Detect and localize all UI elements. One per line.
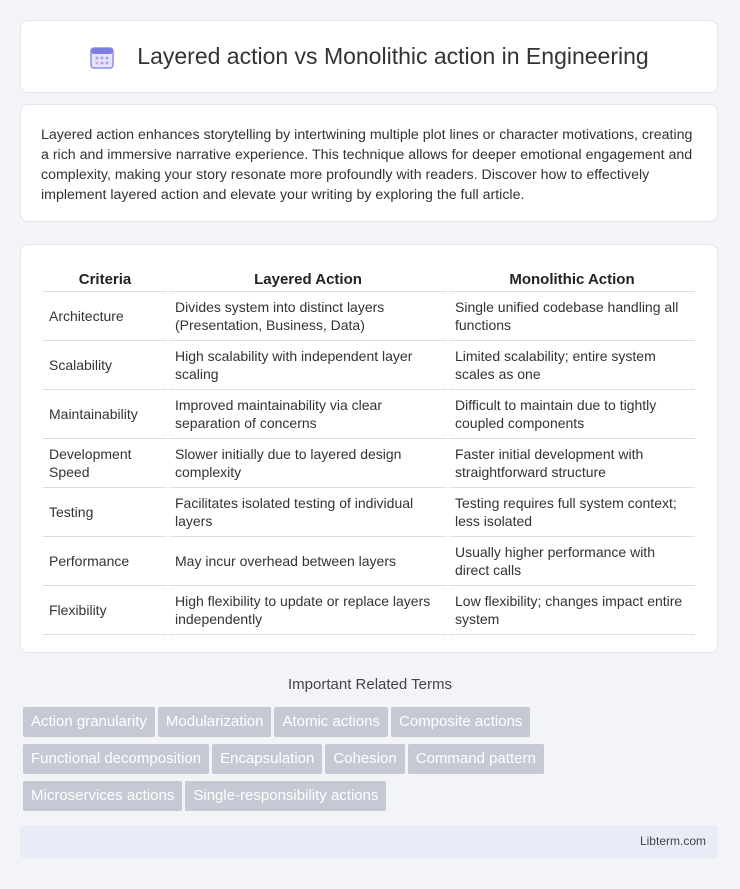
related-terms-heading: Important Related Terms xyxy=(288,676,452,693)
footer xyxy=(20,825,718,858)
table-cell-layered: High flexibility to update or replace layers independently xyxy=(169,586,447,635)
related-term-tag[interactable]: Cohesion xyxy=(325,744,404,774)
column-header-monolithic: Monolithic Action xyxy=(449,265,695,292)
comparison-table xyxy=(41,265,697,635)
related-term-tag[interactable]: Modularization xyxy=(158,707,272,737)
table-cell-monolithic: Limited scalability; entire system scales as one xyxy=(449,341,695,390)
table-cell-monolithic: Testing requires full system context; less isolated xyxy=(449,488,695,537)
table-cell-layered: Facilitates isolated testing of individual layers xyxy=(169,488,447,537)
table-row xyxy=(43,292,695,341)
table-cell-criteria: Architecture xyxy=(43,292,167,341)
intro-card xyxy=(20,104,718,222)
related-term-tag[interactable]: Composite actions xyxy=(391,707,530,737)
column-header-criteria: Criteria xyxy=(43,265,167,292)
page-title: Layered action vs Monolithic action in Engineering xyxy=(137,43,649,69)
title-card xyxy=(20,20,718,93)
table-row xyxy=(43,390,695,439)
related-term-tag[interactable]: Atomic actions xyxy=(274,707,388,737)
table-cell-layered: Divides system into distinct layers (Presentation, Business, Data) xyxy=(169,292,447,341)
table-cell-criteria: Flexibility xyxy=(43,586,167,635)
table-cell-criteria: Testing xyxy=(43,488,167,537)
table-row xyxy=(43,537,695,586)
table-cell-criteria: Scalability xyxy=(43,341,167,390)
related-term-tag[interactable]: Action granularity xyxy=(23,707,155,737)
related-term-tag[interactable]: Command pattern xyxy=(408,744,544,774)
table-header-row xyxy=(43,265,695,292)
table-cell-monolithic: Single unified codebase handling all functions xyxy=(449,292,695,341)
related-terms-list xyxy=(23,707,713,818)
table-cell-monolithic: Faster initial development with straightforward structure xyxy=(449,439,695,488)
table-cell-criteria: Maintainability xyxy=(43,390,167,439)
table-cell-layered: High scalability with independent layer scaling xyxy=(169,341,447,390)
table-cell-criteria: Performance xyxy=(43,537,167,586)
table-row xyxy=(43,586,695,635)
related-term-tag[interactable]: Functional decomposition xyxy=(23,744,209,774)
table-row xyxy=(43,341,695,390)
table-row xyxy=(43,488,695,537)
table-cell-monolithic: Usually higher performance with direct calls xyxy=(449,537,695,586)
table-cell-layered: May incur overhead between layers xyxy=(169,537,447,586)
table-cell-layered: Improved maintainability via clear separation of concerns xyxy=(169,390,447,439)
table-cell-monolithic: Low flexibility; changes impact entire system xyxy=(449,586,695,635)
comparison-table-card xyxy=(20,244,718,653)
table-cell-layered: Slower initially due to layered design complexity xyxy=(169,439,447,488)
column-header-layered: Layered Action xyxy=(169,265,447,292)
footer-site-link[interactable]: Libterm.com xyxy=(639,834,706,848)
table-cell-monolithic: Difficult to maintain due to tightly coupled components xyxy=(449,390,695,439)
related-term-tag[interactable]: Encapsulation xyxy=(212,744,322,774)
calendar-icon xyxy=(89,44,115,70)
related-term-tag[interactable]: Single-responsibility actions xyxy=(185,781,386,811)
related-term-tag[interactable]: Microservices actions xyxy=(23,781,182,811)
table-row xyxy=(43,439,695,488)
table-cell-criteria: Development Speed xyxy=(43,439,167,488)
intro-text: Layered action enhances storytelling by intertwining multiple plot lines or character motivations, creating a rich and immersive narrative experience. This technique allows for deeper emotional engagement and complexity, making your story resonate more profoundly with readers. Discover how to effectively implement layered action and elevate your writing by exploring the full article. xyxy=(41,127,693,203)
